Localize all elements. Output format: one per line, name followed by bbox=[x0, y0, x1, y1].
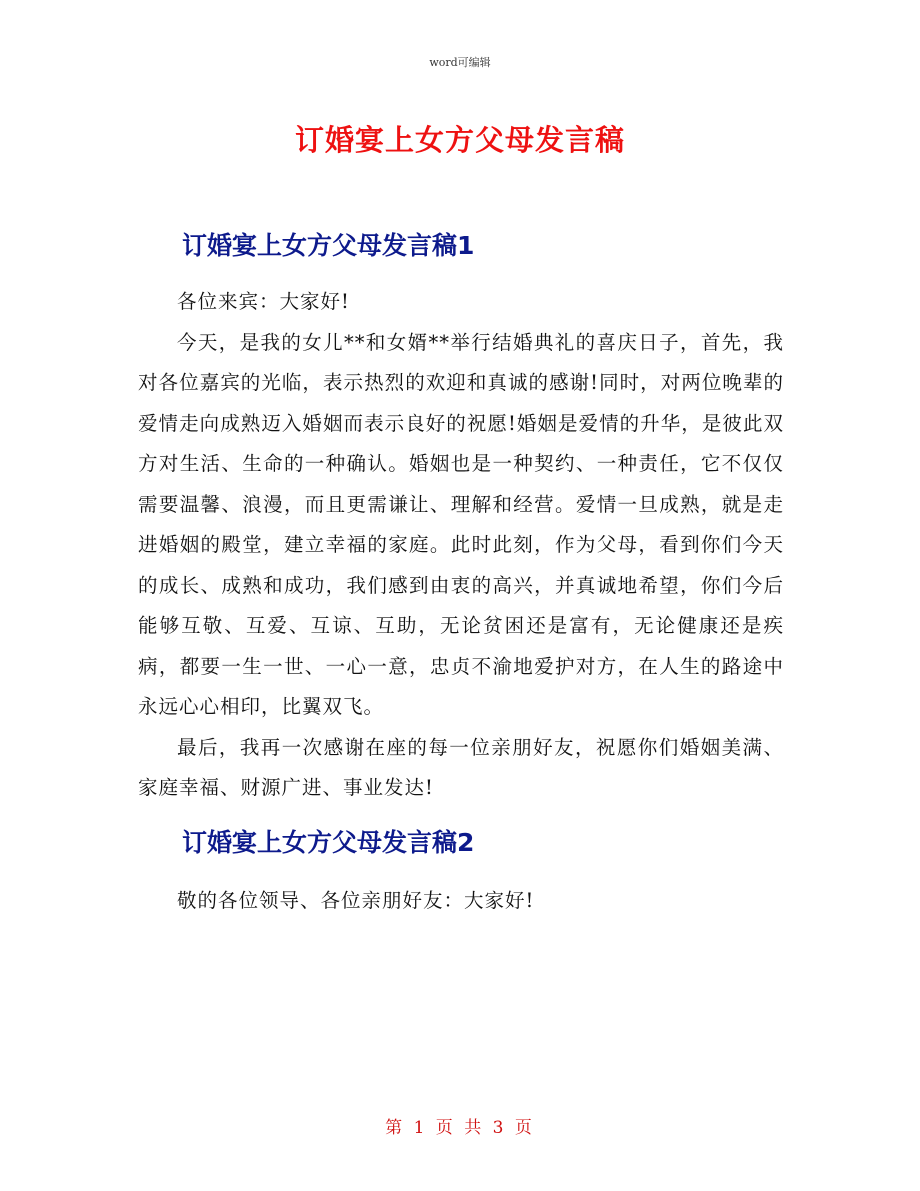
page-indicator: 第 1 页 共 3 页 bbox=[385, 1118, 535, 1138]
document-title: 订婚宴上女方父母发言稿 bbox=[294, 123, 625, 157]
header-note: word可编辑 bbox=[429, 56, 491, 69]
section-heading-1: 订婚宴上女方父母发言稿1 bbox=[182, 231, 475, 260]
document-body bbox=[138, 224, 784, 921]
paragraph-greeting-2: 敬的各位领导、各位亲朋好友：大家好! bbox=[177, 888, 535, 912]
section-heading-2: 订婚宴上女方父母发言稿2 bbox=[182, 827, 475, 857]
paragraph-closing: 最后，我再一次感谢在座的每一位亲朋好友，祝愿你们婚姻美满、家庭幸福、财源广进、事业发达! bbox=[138, 735, 784, 799]
paragraph-greeting: 各位来宾：大家好! bbox=[177, 290, 350, 313]
paragraph-body: 今天，是我的女儿**和女婿**举行结婚典礼的喜庆日子，首先，我对各位嘉宾的光临，表示热烈的欢迎和真诚的感谢!同时，对两位晚辈的爱情走向成熟迈入婚姻而表示良好的祝愿!婚姻是爱情的升华，是彼此双方对生活、生命的一种确认。婚姻也是一种契约、一种责任，它不仅仅需要温馨、浪漫，而且更需谦让、理解和经营。爱情一旦成熟，就是走进婚姻的殿堂，建立幸福的家庭。此时此刻，作为父母，看到你们今天的成长、成熟和成功，我们感到由衷的高兴，并真诚地希望，你们今后能够互敬、互爱、互谅、互助，无论贫困还是富有，无论健康还是疾病，都要一生一世、一心一意，忠贞不渝地爱护对方，在人生的路途中永远心心相印，比翼双飞。 bbox=[138, 330, 784, 718]
